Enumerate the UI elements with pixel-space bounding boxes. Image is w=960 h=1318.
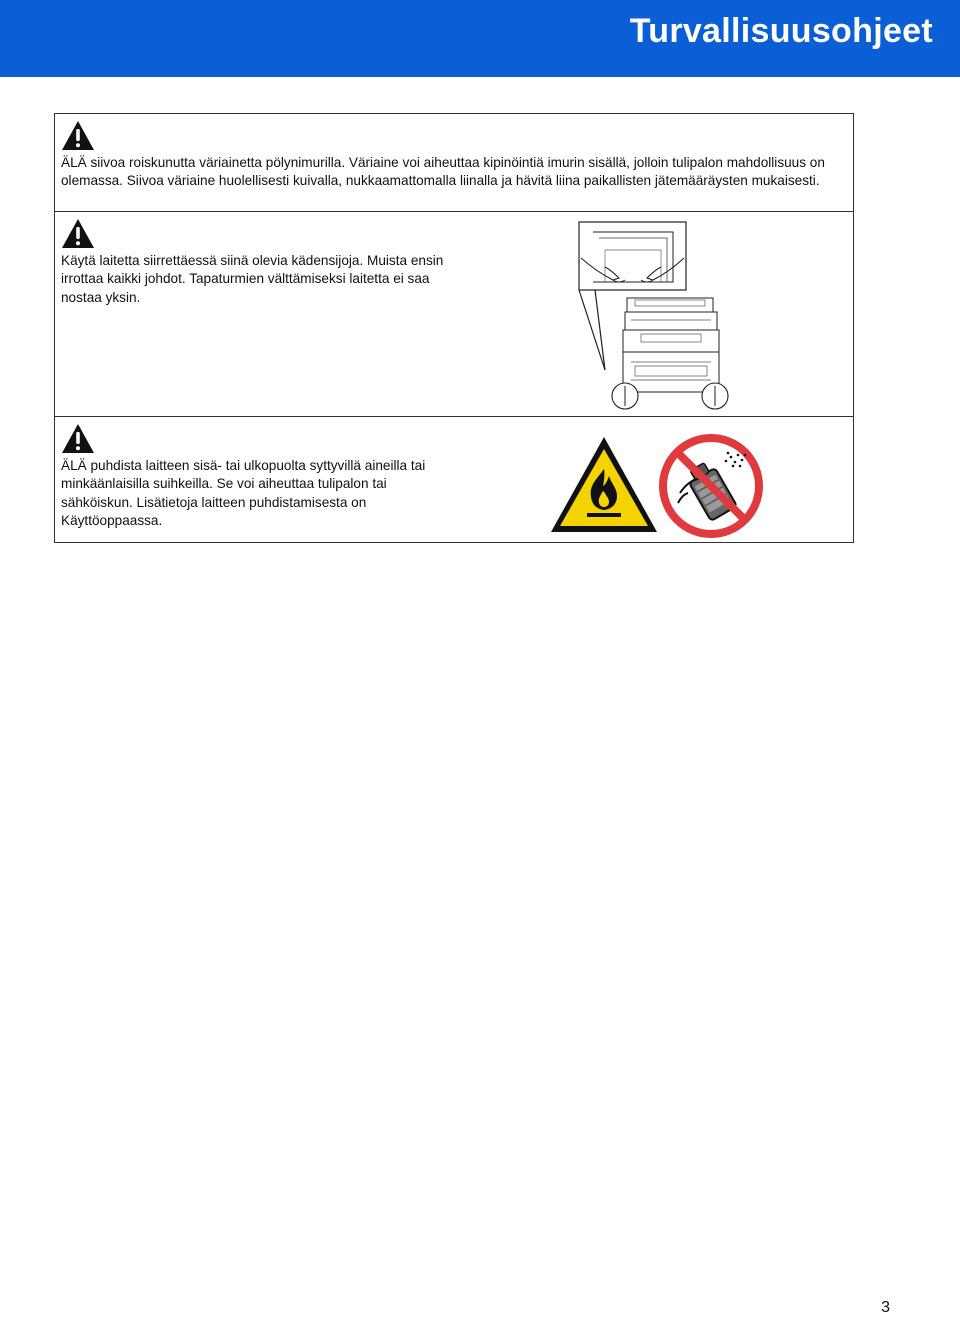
page-number: 3 xyxy=(881,1299,890,1316)
printer-lifting-handles-illustration xyxy=(575,220,735,415)
flammable-warning-sign xyxy=(549,435,659,535)
warning-text: ÄLÄ puhdista laitteen sisä- tai ulkopuolta syttyvillä aineilla tai minkäänlaisilla suihkeilla. Se voi aiheuttaa tulipalon tai sähköiskun. Lisätietoja laitteen puhdistamisesta on Käyttöoppaassa. xyxy=(61,458,426,529)
warning-section-vacuum xyxy=(55,114,853,212)
warning-icon xyxy=(61,423,95,454)
warnings-box xyxy=(54,113,854,543)
warning-text: ÄLÄ siivoa roiskunutta väriainetta pölynimurilla. Väriaine voi aiheuttaa kipinöintiä imurin sisällä, jolloin tulipalon mahdollisuus on olemassa. Siivoa väriaine huolellisesti kuivalla, nukkaamattomalla liinalla ja hävitä liina paikallisten jätemääräysten mukaisesti. xyxy=(61,155,825,189)
warning-text: Käytä laitetta siirrettäessä siinä olevia kädensijoja. Muista ensin irrottaa kaikki johdot. Tapaturmien välttämiseksi laitetta ei saa nostaa yksin. xyxy=(61,253,444,305)
warning-icon xyxy=(61,218,95,249)
no-spray-sign xyxy=(658,433,764,539)
warning-section-flammable xyxy=(55,417,853,542)
warning-icon xyxy=(61,120,95,151)
warning-section-handles xyxy=(55,212,853,417)
page-title: Turvallisuusohjeet xyxy=(629,12,933,50)
header-bar xyxy=(0,0,960,77)
